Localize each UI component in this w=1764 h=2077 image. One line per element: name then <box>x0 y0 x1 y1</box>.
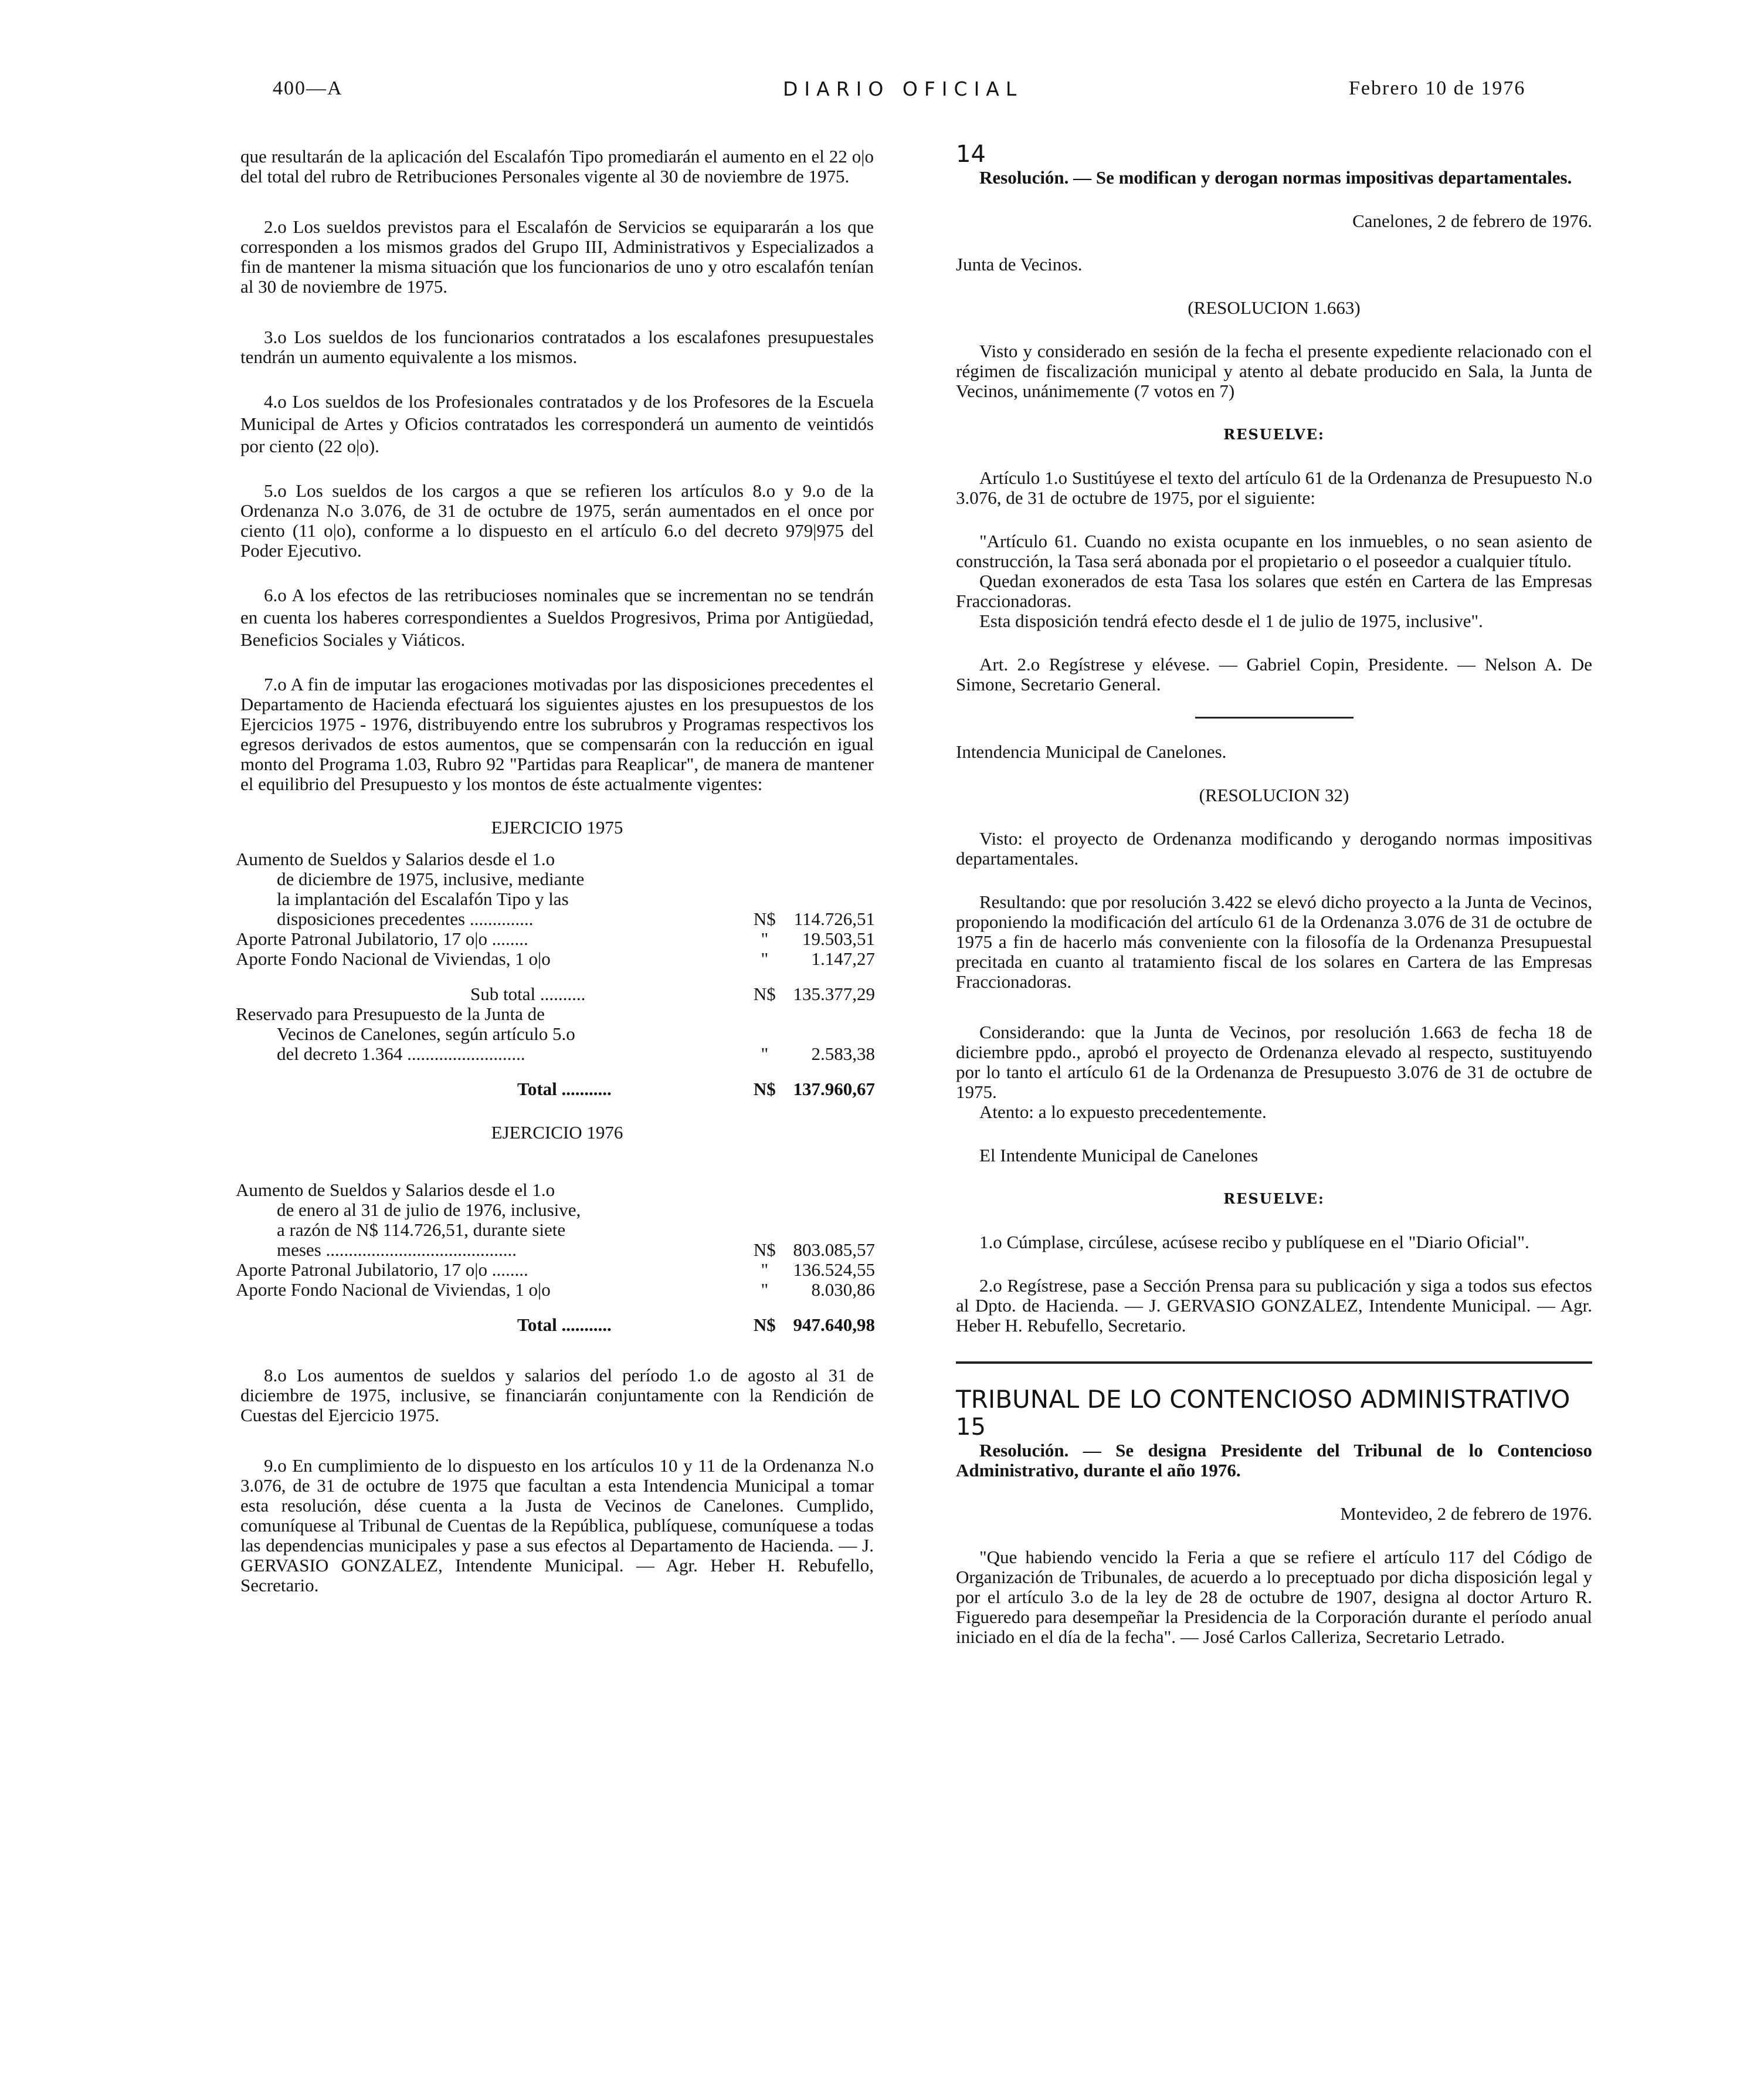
table-row: a razón de N$ 114.726,51, durante siete <box>277 1219 566 1240</box>
article-6: 6.o A los efectos de las retribucioses nominales que se incrementan no se tendrán en cuenta los haberes correspondientes a Sueldos Progresivos, Prima por Antigüedad, Beneficios Sociales y Viáticos. <box>240 585 874 650</box>
table-row: Sub total .......... N$ 135.377,29 <box>470 984 875 1004</box>
ejercicio-1975-title: EJERCICIO 1975 <box>491 817 623 838</box>
ejercicio-1976-table <box>236 1180 875 1335</box>
article-2: 2.o Los sueldos previstos para el Escalafón de Servicios se equipararán a los que corresponden a los mismos grados del Grupo III, Administrativos y Especializados a fin de mantener la misma situación que los funcionarios de uno y otro escalafón tenían al 30 de noviembre de 1975. <box>240 216 874 297</box>
tribunal-resolution-text: "Que habiendo vencido la Feria a que se refiere el artículo 117 del Código de Organización de Tribunales, de acuerdo a lo preceptuado por dicha disposición legal y por el artículo 3.o de la ley de 28 de octubre de 1907, designa al doctor Arturo R. Figueredo para desempeñar la Presidencia de la Corporación durante el período anual iniciado en el día de la fecha". — José Carlos Calleriza, Secretario Letrado. <box>956 1547 1592 1647</box>
item-number-15: 15 <box>956 1414 986 1441</box>
place-date: Montevideo, 2 de febrero de 1976. <box>1340 1503 1592 1524</box>
considerando-paragraph: Considerando: que la Junta de Vecinos, por resolución 1.663 de fecha 18 de diciembre ppdo., aprobó el proyecto de Ordenanza elevado al respecto, sustituyendo por lo tanto el artículo 61 de la Ordenanza de Presupuesto 3.076 de 31 de octubre de 1975. <box>956 1022 1592 1102</box>
visto-paragraph: Visto: el proyecto de Ordenanza modificando y derogando normas impositivas departamentales. <box>956 828 1592 869</box>
articulo-1: Artículo 1.o Sustitúyese el texto del artículo 61 de la Ordenanza de Presupuesto N.o 3.076, de 31 de octubre de 1975, por el siguiente: <box>956 467 1592 508</box>
divider <box>956 1361 1592 1364</box>
table-row: Aporte Patronal Jubilatorio, 17 o|o ........ " 136.524,55 <box>236 1259 875 1280</box>
resolution-number: (RESOLUCION 32) <box>1199 785 1349 805</box>
intendente-heading: El Intendente Municipal de Canelones <box>979 1145 1258 1165</box>
table-row: meses .......................................... N$ 803.085,57 <box>277 1239 875 1260</box>
resolution-heading-15: Resolución. — Se designa Presidente del Tribunal de lo Contencioso Administrativo, durante el año 1976. <box>956 1440 1592 1480</box>
article-3: 3.o Los sueldos de los funcionarios contratados a los escalafones presupuestales tendrán un aumento equivalente a los mismos. <box>240 327 874 367</box>
table-row: de diciembre de 1975, inclusive, mediante <box>277 869 585 889</box>
articulo-2: Art. 2.o Regístrese y elévese. — Gabriel Copin, Presidente. — Nelson A. De Simone, Secretario General. <box>956 654 1592 694</box>
article-5: 5.o Los sueldos de los cargos a que se refieren los artículos 8.o y 9.o de la Ordenanza N.o 3.076, de 31 de octubre de 1975, serán aumentados en el once por ciento (11 o|o), conforme a lo dispuesto en el artículo 6.o del decreto 979|975 del Poder Ejecutivo. <box>240 480 874 561</box>
issue-date: Febrero 10 de 1976 <box>1349 77 1526 99</box>
table-row: del decreto 1.364 .......................... " 2.583,38 <box>277 1043 875 1064</box>
article-9: 9.o En cumplimiento de lo dispuesto en los artículos 10 y 11 de la Ordenanza N.o 3.076, de 31 de octubre de 1975 que facultan a esta Intendencia Municipal a tomar esta resolución, dése cuenta a la Justa de Vecinos de Canelones. Cumplido, comuníquese al Tribunal de Cuentas de la República, publíquese, comuníquese a todas las dependencias municipales y pase a sus efectos al Departamento de Hacienda. — J. GERVASIO GONZALEZ, Intendente Municipal. — Agr. Heber H. Rebufello, Secretario. <box>240 1455 874 1595</box>
resuelve-heading: RESUELVE: <box>1223 426 1325 443</box>
divider <box>1195 717 1353 719</box>
left-column <box>236 146 875 1595</box>
visto-paragraph: Visto y considerado en sesión de la fecha el presente expediente relacionado con el régimen de fiscalización municipal y atento al debate producido en Sala, la Junta de Vecinos, unánimemente (7 votos en 7) <box>956 341 1592 401</box>
resultando-paragraph: Resultando: que por resolución 3.422 se elevó dicho proyecto a la Junta de Vecinos, proponiendo la modificación del artículo 61 de la Ordenanza 3.076 de 31 de octubre de 1975 a fin de hacerlo más conveniente con la filosofía de la Ordenanza Presupuestal precitada en cuanto al tratamiento fiscal de los solares en Cartera de las Empresas Fraccionadoras. <box>956 892 1592 992</box>
table-row: disposiciones precedentes .............. N$ 114.726,51 <box>277 909 875 929</box>
table-row: de enero al 31 de julio de 1976, inclusive, <box>277 1200 581 1220</box>
page-number: 400—A <box>273 77 343 99</box>
ejercicio-1975-table <box>236 849 875 1099</box>
publication-title: DIARIO OFICIAL <box>783 77 1023 100</box>
table-row: la implantación del Escalafón Tipo y las <box>277 889 569 909</box>
resolution-heading-14: Resolución. — Se modifican y derogan normas impositivas departamentales. <box>979 167 1572 188</box>
table-row: Aumento de Sueldos y Salarios desde el 1.o <box>236 1180 555 1200</box>
item-number-14: 14 <box>956 141 986 168</box>
right-column <box>956 141 1592 1647</box>
article-4: 4.o Los sueldos de los Profesionales contratados y de los Profesores de la Escuela Municipal de Artes y Oficios contratados les corresponderá un aumento de veintidós por ciento (22 o|o). <box>240 391 874 456</box>
resolucion-punto-1: 1.o Cúmplase, circúlese, acúsese recibo y publíquese en el "Diario Oficial". <box>979 1232 1529 1252</box>
resolucion-punto-2: 2.o Regístrese, pase a Sección Prensa para su publicación y siga a todos sus efectos al Dpto. de Hacienda. — J. GERVASIO GONZALEZ, Intendente Municipal. — Agr. Heber H. Rebufello, Secretario. <box>956 1275 1592 1336</box>
junta-de-vecinos: Junta de Vecinos. <box>956 254 1083 275</box>
place-date: Canelones, 2 de febrero de 1976. <box>1352 211 1592 231</box>
intendencia-heading: Intendencia Municipal de Canelones. <box>956 741 1227 762</box>
articulo-61-vigencia: Esta disposición tendrá efecto desde el 1 de julio de 1975, inclusive". <box>979 611 1483 631</box>
atento-paragraph: Atento: a lo expuesto precedentemente. <box>979 1102 1267 1122</box>
section-title: TRIBUNAL DE LO CONTENCIOSO ADMINISTRATIVO <box>956 1385 1570 1414</box>
ejercicio-1976-title: EJERCICIO 1976 <box>491 1122 623 1143</box>
table-row: Vecinos de Canelones, según artículo 5.o <box>277 1024 575 1044</box>
table-row: Aumento de Sueldos y Salarios desde el 1.o <box>236 849 555 869</box>
table-row: Reservado para Presupuesto de la Junta de <box>236 1004 545 1024</box>
table-row: Aporte Patronal Jubilatorio, 17 o|o ........ " 19.503,51 <box>236 929 875 949</box>
articulo-61-exoneracion: Quedan exonerados de esta Tasa los solares que estén en Cartera de las Empresas Fraccionadoras. <box>956 571 1592 611</box>
table-row: Aporte Fondo Nacional de Viviendas, 1 o|o " 1.147,27 <box>236 948 875 969</box>
article-7: 7.o A fin de imputar las erogaciones motivadas por las disposiciones precedentes el Departamento de Hacienda efectuará los siguientes ajustes en los presupuestos de los Ejercicios 1975 - 1976, distribuyendo entre los subrubros y Programas respectivos los egresos derivados de estos aumentos, que se compensarán con la reducción en igual monto del Programa 1.03, Rubro 92 "Partidas para Reaplicar", de manera de mantener el equilibrio del Presupuesto y los montos de éste actualmente vigentes: <box>240 674 874 794</box>
table-row: Aporte Fondo Nacional de Viviendas, 1 o|o " 8.030,86 <box>236 1279 875 1300</box>
resolution-number: (RESOLUCION 1.663) <box>1188 297 1361 318</box>
resuelve-heading: RESUELVE: <box>1223 1190 1325 1207</box>
article-8: 8.o Los aumentos de sueldos y salarios del período 1.o de agosto al 31 de diciembre de 1975, inclusive, se financiarán conjuntamente con la Rendición de Cuestas del Ejercicio 1975. <box>240 1365 874 1425</box>
table-row: Total ........... N$ 947.640,98 <box>517 1314 875 1335</box>
articulo-61-text: "Artículo 61. Cuando no exista ocupante en los inmuebles, o no sean asiento de construcción, la Tasa será abonada por el propietario o el poseedor a cualquier título. <box>956 531 1592 571</box>
table-row: Total ........... N$ 137.960,67 <box>517 1079 875 1099</box>
paragraph-continuation: que resultarán de la aplicación del Escalafón Tipo promediarán el aumento en el 22 o|o del total del rubro de Retribuciones Personales vigente al 30 de noviembre de 1975. <box>240 146 874 187</box>
